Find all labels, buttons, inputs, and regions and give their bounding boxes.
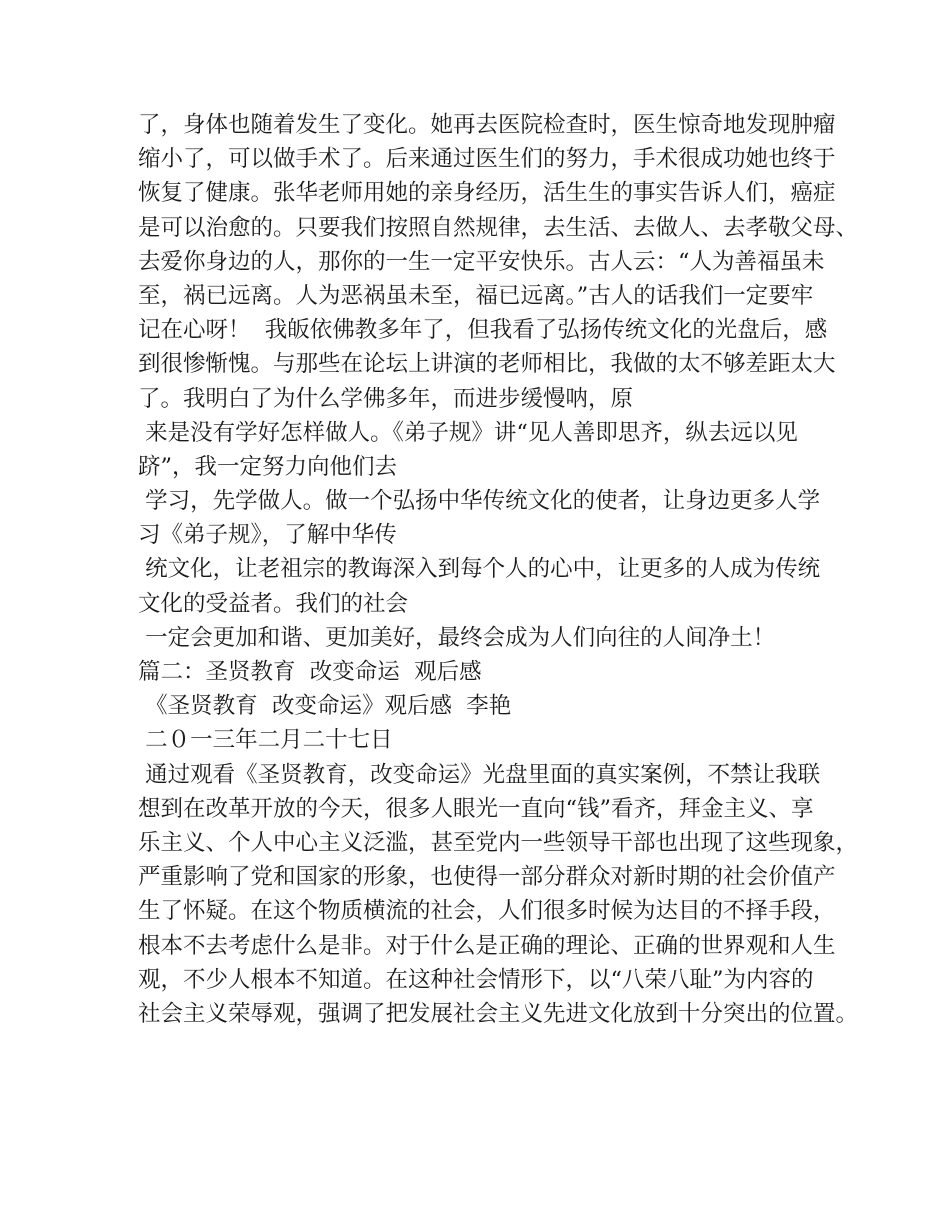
text-line: 社会主义荣辱观，强调了把发展社会主义先进文化放到十分突出的位置。	[138, 1000, 859, 1027]
text-line: 通过观看《圣贤教育，改变命运》光盘里面的真实案例，不禁让我联	[138, 761, 821, 788]
text-line: 是可以治愈的。只要我们按照自然规律，去生活、去做人、去孝敬父母、	[138, 214, 859, 241]
text-line: 文化的受益者。我们的社会	[138, 590, 409, 617]
text-line: 乐主义、个人中心主义泛滥，甚至党内一些领导干部也出现了这些现象，	[138, 829, 859, 856]
text-line: 来是没有学好怎样做人。《弟子规》讲“见人善即思齐，纵去远以见	[138, 419, 798, 446]
text-line: 根本不去考虑什么是非。对于什么是正确的理论、正确的世界观和人生	[138, 932, 836, 959]
text-line: 至，祸已远离。人为恶祸虽未至，福已远离。”古人的话我们一定要牢	[138, 282, 814, 309]
text-line: 想到在改革开放的今天，很多人眼光一直向“钱”看齐，拜金主义、享	[138, 795, 814, 822]
body-text	[138, 108, 859, 1031]
text-line: 跻”，我一定努力向他们去	[138, 453, 398, 480]
text-line: 生了怀疑。在这个物质横流的社会，人们很多时候为达目的不择手段，	[138, 898, 836, 925]
article-title: 《圣贤教育 改变命运》观后感 李艳	[138, 693, 512, 720]
text-line: 缩小了，可以做手术了。后来通过医生们的努力，手术很成功她也终于	[138, 146, 836, 173]
text-line: 去爱你身边的人，那你的一生一定平安快乐。古人云：“人为善福虽未	[138, 248, 825, 275]
text-line: 到很惨惭愧。与那些在论坛上讲演的老师相比，我做的太不够差距太大	[138, 351, 836, 378]
text-line: 统文化，让老祖宗的教诲深入到每个人的心中，让更多的人成为传统	[138, 556, 821, 583]
text-line: 了。我明白了为什么学佛多年，而进步缓慢呐，原	[138, 385, 634, 412]
text-line: 严重影响了党和国家的形象，也使得一部分群众对新时期的社会价值产	[138, 864, 836, 891]
text-line: 观，不少人根本不知道。在这种社会情形下，以“八荣八耻”为内容的	[138, 966, 814, 993]
section-heading: 篇二：圣贤教育 改变命运 观后感	[138, 659, 482, 685]
article-date: 二０一三年二月二十七日	[138, 727, 393, 754]
text-line: 记在心呀！ 我皈依佛教多年了，但我看了弘扬传统文化的光盘后，感	[138, 317, 828, 344]
text-line: 了，身体也随着发生了变化。她再去医院检查时，医生惊奇地发现肿瘤	[138, 112, 836, 138]
text-line: 一定会更加和谐、更加美好，最终会成为人们向往的人间净土！	[138, 624, 776, 651]
text-line: 习《弟子规》，了解中华传	[138, 522, 397, 549]
text-line: 学习，先学做人。做一个弘扬中华传统文化的使者，让身边更多人学	[138, 488, 821, 515]
text-line: 恢复了健康。张华老师用她的亲身经历，活生生的事实告诉人们，癌症	[138, 180, 836, 207]
